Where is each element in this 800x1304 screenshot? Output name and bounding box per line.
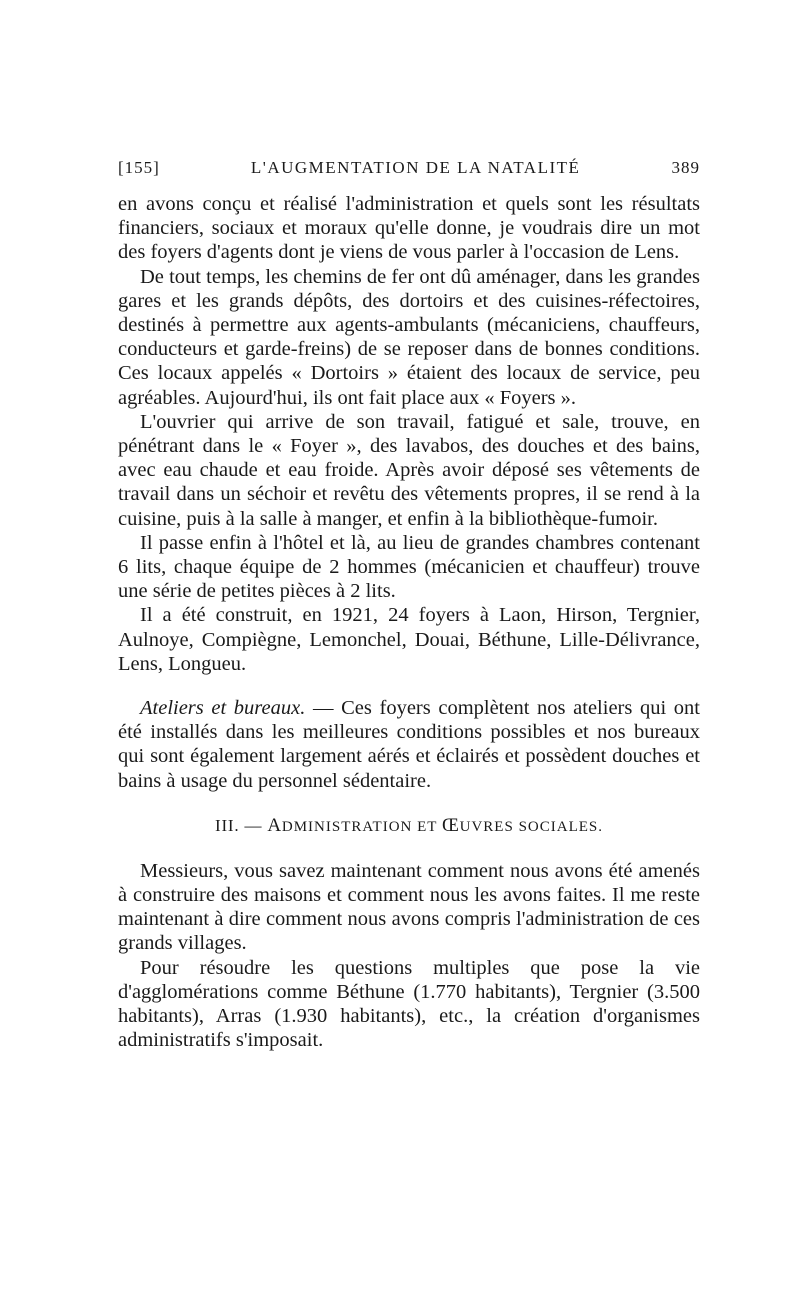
- body-paragraph: L'ouvrier qui arrive de son travail, fatigué et sale, trouve, en pénétrant dans le « Foyer », des lavabos, des douches et des bains, avec eau chaude et eau froide. Après avoir déposé ses vêtements de travail dans un séchoir et revêtu des vêtements propres, il se rend à la cuisine, puis à la salle à manger, et enfin à la bibliothèque-fumoir.: [118, 410, 700, 530]
- ateliers-label: Ateliers et bureaux.: [140, 697, 306, 720]
- section-numeral: III.: [215, 815, 240, 835]
- page-number: 389: [671, 158, 700, 177]
- body-paragraph: Il passe enfin à l'hôtel et là, au lieu de grandes chambres contenant 6 lits, chaque équipe de 2 hommes (mécanicien et chauffeur) trouve une série de petites pièces à 2 lits.: [118, 531, 700, 603]
- running-head: [118, 158, 700, 178]
- book-page: [118, 158, 700, 1053]
- section-title-initial-oe: Œ: [441, 814, 460, 836]
- section-heading: [118, 815, 700, 837]
- section-title-part-b: UVRES SOCIALES.: [459, 818, 603, 835]
- section-title-part-a: DMINISTRATION ET: [281, 818, 442, 835]
- body-paragraph: Pour résoudre les questions multiples que pose la vie d'agglomérations comme Béthune (1.770 habitants), Tergnier (3.500 habitants), Arras (1.930 habitants), etc., la création d'organismes administratifs s'imposait.: [118, 956, 700, 1052]
- ateliers-text: — Ces foyers complètent nos ateliers qui ont été installés dans les meilleures conditions possibles et nos bureaux qui sont également largement aérés et éclairés et possèdent douches et bains à usage du personnel sédentaire.: [118, 697, 700, 792]
- body-paragraph: Il a été construit, en 1921, 24 foyers à Laon, Hirson, Tergnier, Aulnoye, Compiègne, Lemonchel, Douai, Béthune, Lille-Délivrance, Lens, Longueu.: [118, 604, 700, 675]
- ateliers-paragraph: [118, 696, 700, 793]
- section-title-initial-a: A: [267, 814, 282, 836]
- section-marker: [155]: [118, 158, 160, 177]
- body-paragraph: en avons conçu et réalisé l'administration et quels sont les résultats financiers, sociaux et moraux qu'elle donne, je voudrais dire un mot des foyers d'agents dont je viens de vous parler à l'occasion de Lens.: [118, 193, 700, 264]
- running-title: L'AUGMENTATION DE LA NATALITÉ: [250, 158, 581, 177]
- body-paragraph: Messieurs, vous savez maintenant comment nous avons été amenés à construire des maisons et comment nous les avons faites. Il me reste maintenant à dire comment nous avons compris l'administration de ces grands villages.: [118, 859, 700, 955]
- section-dash: —: [239, 815, 268, 835]
- body-paragraph: De tout temps, les chemins de fer ont dû aménager, dans les grandes gares et les grands dépôts, des dortoirs et des cuisines-réfectoires, destinés à permettre aux agents-ambulants (mécaniciens, chauffeurs, conducteurs et garde-freins) de se reposer dans de bonnes conditions. Ces locaux appelés « Dortoirs » étaient des locaux de service, peu agréables. Aujourd'hui, ils ont fait place aux « Foyers ».: [118, 265, 700, 409]
